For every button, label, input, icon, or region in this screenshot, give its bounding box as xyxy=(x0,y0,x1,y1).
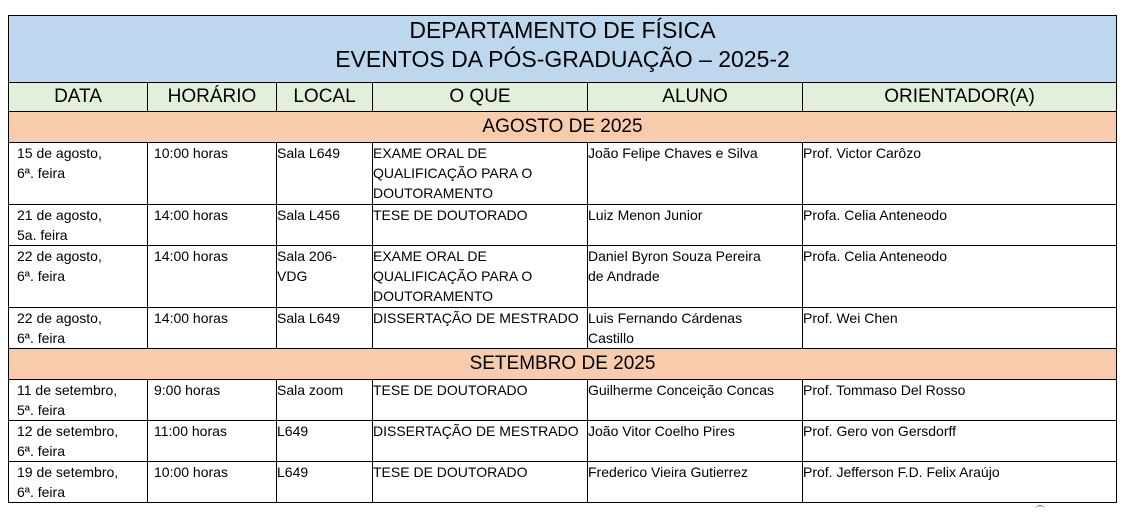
student-cell xyxy=(588,421,803,462)
month-label: SETEMBRO DE 2025 xyxy=(9,349,1117,380)
table-row xyxy=(9,246,1117,308)
event-line: EXAME ORAL DE xyxy=(373,145,487,161)
student-line: João Vitor Coelho Pires xyxy=(588,423,735,439)
place-line: Sala 206- xyxy=(277,248,337,264)
student-cell xyxy=(588,246,803,308)
date-line: 19 de setembro, xyxy=(17,464,119,480)
event-line: EXAME ORAL DE xyxy=(373,248,487,264)
event-line: TESE DE DOUTORADO xyxy=(373,207,528,223)
student-cell xyxy=(588,380,803,421)
advisor-cell: Prof. Tommaso Del Rosso xyxy=(803,380,1117,421)
time-cell: 14:00 horas xyxy=(148,246,277,308)
event-line: TESE DE DOUTORADO xyxy=(373,382,528,398)
time-cell: 10:00 horas xyxy=(148,143,277,205)
date-cell xyxy=(9,421,148,462)
advisor-cell: Prof. Jefferson F.D. Felix Araújo xyxy=(803,462,1117,503)
date-line: 11 de setembro, xyxy=(17,382,118,398)
weekday-line: 5ª. feira xyxy=(17,402,65,418)
month-row-setembro xyxy=(9,349,1117,380)
student-line: Castillo xyxy=(588,330,634,346)
date-line: 22 de agosto, xyxy=(17,248,102,264)
place-cell xyxy=(277,143,373,205)
date-line: 22 de agosto, xyxy=(17,310,102,326)
advisor-cell: Prof. Victor Carôzo xyxy=(803,143,1117,205)
place-cell xyxy=(277,421,373,462)
weekday-line: 5a. feira xyxy=(17,227,68,243)
date-line: 15 de agosto, xyxy=(17,145,102,161)
student-cell xyxy=(588,308,803,349)
date-line: 12 de setembro, xyxy=(17,423,119,439)
event-line: QUALIFICAÇÃO PARA O xyxy=(373,268,533,284)
event-type-cell xyxy=(373,380,588,421)
student-line: de Andrade xyxy=(588,268,660,284)
student-line: Luis Fernando Cárdenas xyxy=(588,310,743,326)
event-line: DOUTORAMENTO xyxy=(373,185,494,201)
department-title: DEPARTAMENTO DE FÍSICA xyxy=(409,17,716,43)
place-cell xyxy=(277,246,373,308)
event-type-cell xyxy=(373,143,588,205)
date-cell xyxy=(9,380,148,421)
place-cell xyxy=(277,462,373,503)
student-line: Frederico Vieira Gutierrez xyxy=(588,464,749,480)
advisor-cell: Profa. Celia Anteneodo xyxy=(803,205,1117,246)
table-row xyxy=(9,462,1117,503)
weekday-line: 6ª. feira xyxy=(17,165,65,181)
place-line: Sala L649 xyxy=(277,310,341,326)
event-line: DOUTORAMENTO xyxy=(373,288,494,304)
student-cell xyxy=(588,462,803,503)
place-line: VDG xyxy=(277,268,308,284)
table-row xyxy=(9,143,1117,205)
month-row-agosto xyxy=(9,112,1117,143)
date-cell xyxy=(9,308,148,349)
col-header-o-que: O QUE xyxy=(373,83,588,112)
student-cell xyxy=(588,143,803,205)
student-cell xyxy=(588,205,803,246)
month-label: AGOSTO DE 2025 xyxy=(9,112,1117,143)
time-cell: 14:00 horas xyxy=(148,308,277,349)
place-line: L649 xyxy=(277,464,309,480)
student-line: Guilherme Conceição Concas xyxy=(588,382,774,398)
title-cell xyxy=(9,16,1117,83)
date-cell xyxy=(9,205,148,246)
place-cell xyxy=(277,380,373,421)
col-header-aluno: ALUNO xyxy=(588,83,803,112)
title-row xyxy=(9,16,1117,83)
place-line: Sala zoom xyxy=(277,382,344,398)
event-line: QUALIFICAÇÃO PARA O xyxy=(373,165,533,181)
page-edge-mark xyxy=(1035,505,1045,512)
event-type-cell xyxy=(373,308,588,349)
event-type-cell xyxy=(373,205,588,246)
place-cell xyxy=(277,308,373,349)
date-cell xyxy=(9,246,148,308)
time-cell: 10:00 horas xyxy=(148,462,277,503)
table-row xyxy=(9,205,1117,246)
date-cell xyxy=(9,462,148,503)
student-line: Luiz Menon Junior xyxy=(588,207,703,223)
time-cell: 11:00 horas xyxy=(148,421,277,462)
place-line: Sala L649 xyxy=(277,145,341,161)
weekday-line: 6ª. feira xyxy=(17,443,65,459)
place-line: L649 xyxy=(277,423,309,439)
event-type-cell xyxy=(373,462,588,503)
col-header-data: DATA xyxy=(9,83,148,112)
table-row xyxy=(9,380,1117,421)
event-line: TESE DE DOUTORADO xyxy=(373,464,528,480)
column-header-row xyxy=(9,83,1117,112)
events-subtitle: EVENTOS DA PÓS-GRADUAÇÃO – 2025-2 xyxy=(335,46,790,72)
date-line: 21 de agosto, xyxy=(17,207,102,223)
col-header-horario: HORÁRIO xyxy=(148,83,277,112)
table-row xyxy=(9,308,1117,349)
time-cell: 14:00 horas xyxy=(148,205,277,246)
col-header-orientador: ORIENTADOR(A) xyxy=(803,83,1117,112)
advisor-cell: Prof. Wei Chen xyxy=(803,308,1117,349)
weekday-line: 6ª. feira xyxy=(17,330,65,346)
advisor-cell: Prof. Gero von Gersdorff xyxy=(803,421,1117,462)
table-row xyxy=(9,421,1117,462)
place-cell xyxy=(277,205,373,246)
weekday-line: 6ª. feira xyxy=(17,268,65,284)
place-line: Sala L456 xyxy=(277,207,341,223)
date-cell xyxy=(9,143,148,205)
event-type-cell xyxy=(373,246,588,308)
event-type-cell xyxy=(373,421,588,462)
event-line: DISSERTAÇÃO DE MESTRADO xyxy=(373,423,579,439)
student-line: Daniel Byron Souza Pereira xyxy=(588,248,761,264)
event-line: DISSERTAÇÃO DE MESTRADO xyxy=(373,310,579,326)
time-cell: 9:00 horas xyxy=(148,380,277,421)
advisor-cell: Profa. Celia Anteneodo xyxy=(803,246,1117,308)
student-line: João Felipe Chaves e Silva xyxy=(588,145,758,161)
col-header-local: LOCAL xyxy=(277,83,373,112)
events-table xyxy=(8,15,1117,503)
weekday-line: 6ª. feira xyxy=(17,484,65,500)
